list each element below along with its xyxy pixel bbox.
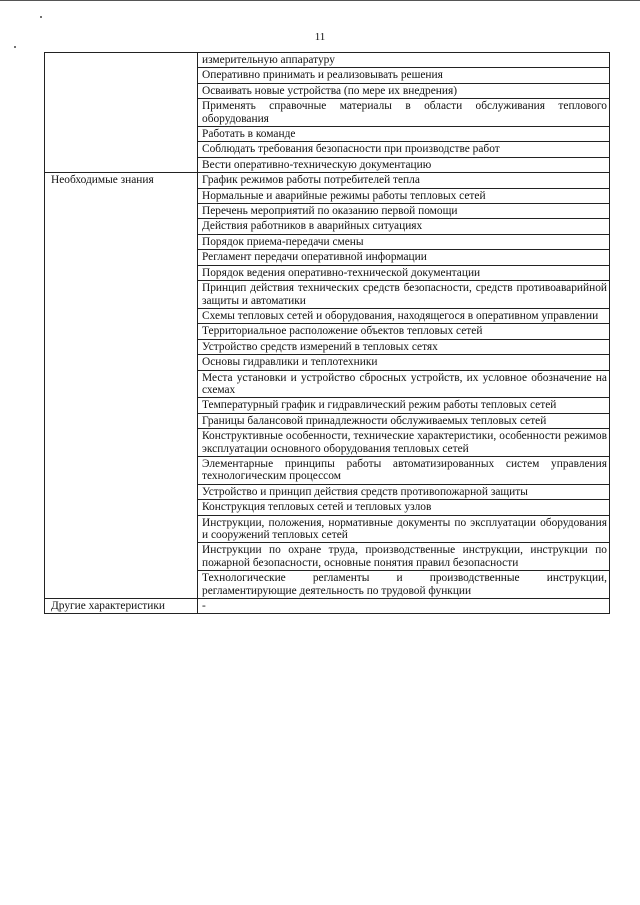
skill-item: Применять справочные материалы в области обслуживания теплового оборудования	[198, 99, 610, 127]
knowledge-item: Конструктивные особенности, технические характеристики, особенности режимов эксплуатации основного оборудования тепловых сетей	[198, 429, 610, 457]
skill-item: Соблюдать требования безопасности при производстве работ	[198, 142, 610, 157]
table-row	[45, 599, 610, 614]
knowledge-item: Порядок приема-передачи смены	[198, 234, 610, 249]
scan-speck	[40, 16, 42, 18]
scan-speck	[14, 46, 16, 48]
table-row	[45, 53, 610, 68]
skill-item: Осваивать новые устройства (по мере их внедрения)	[198, 83, 610, 98]
knowledge-item: Элементарные принципы работы автоматизированных систем управления технологическим процессом	[198, 456, 610, 484]
skill-item: Оперативно принимать и реализовывать решения	[198, 68, 610, 83]
knowledge-item: Основы гидравлики и теплотехники	[198, 355, 610, 370]
knowledge-label: Необходимые знания	[45, 173, 198, 599]
knowledge-item: Схемы тепловых сетей и оборудования, находящегося в оперативном управлении	[198, 308, 610, 323]
skill-item: Вести оперативно-техническую документацию	[198, 157, 610, 172]
page-number: 11	[314, 31, 326, 43]
knowledge-item: Перечень мероприятий по оказанию первой помощи	[198, 204, 610, 219]
knowledge-item: Принцип действия технических средств безопасности, средств противоаварийной защиты и автоматики	[198, 281, 610, 309]
skills-label-cell-continued	[45, 53, 198, 173]
other-characteristics-label: Другие характеристики	[45, 599, 198, 614]
knowledge-item: Инструкции по охране труда, производственные инструкции, инструкции по пожарной безопасности, основные понятия правил безопасности	[198, 543, 610, 571]
knowledge-item: Конструкция тепловых сетей и тепловых узлов	[198, 500, 610, 515]
knowledge-item: Территориальное расположение объектов тепловых сетей	[198, 324, 610, 339]
labor-function-table	[44, 52, 610, 614]
knowledge-item: Действия работников в аварийных ситуациях	[198, 219, 610, 234]
knowledge-item: Технологические регламенты и производственные инструкции, регламентирующие деятельность по трудовой функции	[198, 571, 610, 599]
skill-item: измерительную аппаратуру	[198, 53, 610, 68]
knowledge-item: Места установки и устройство сбросных устройств, их условное обозначение на схемах	[198, 370, 610, 398]
knowledge-item: Температурный график и гидравлический режим работы тепловых сетей	[198, 398, 610, 413]
knowledge-item: Нормальные и аварийные режимы работы тепловых сетей	[198, 188, 610, 203]
knowledge-item: Регламент передачи оперативной информации	[198, 250, 610, 265]
knowledge-item: Инструкции, положения, нормативные документы по эксплуатации оборудования и сооружений тепловых сетей	[198, 515, 610, 543]
knowledge-item: Устройство средств измерений в тепловых сетях	[198, 339, 610, 354]
skill-item: Работать в команде	[198, 127, 610, 142]
knowledge-item: Устройство и принцип действия средств противопожарной защиты	[198, 484, 610, 499]
table-row	[45, 173, 610, 188]
knowledge-item: Границы балансовой принадлежности обслуживаемых тепловых сетей	[198, 413, 610, 428]
knowledge-item: Порядок ведения оперативно-технической документации	[198, 265, 610, 280]
knowledge-item: График режимов работы потребителей тепла	[198, 173, 610, 188]
other-characteristics-value: -	[198, 599, 610, 614]
scan-top-edge	[0, 0, 640, 1]
